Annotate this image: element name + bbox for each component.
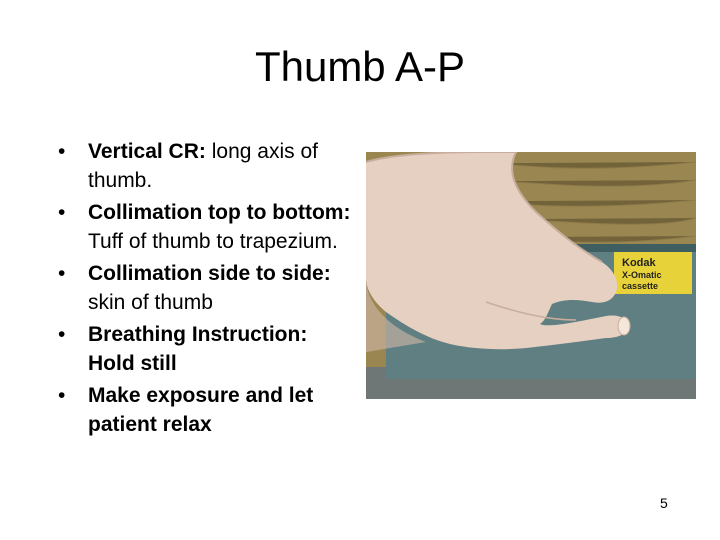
bullet-icon: • xyxy=(58,140,66,163)
bullet-bold-text: Collimation top to bottom: xyxy=(88,201,351,224)
bullet-text: Tuff of thumb to trapezium. xyxy=(88,230,338,253)
bullet-text: long axis of thumb. xyxy=(88,140,318,192)
bullet-icon: • xyxy=(58,201,66,224)
slide-title: Thumb A-P xyxy=(254,43,466,90)
page-number: 5 xyxy=(660,495,668,511)
bullet-bold-text: Make exposure and let patient relax xyxy=(88,384,314,436)
bullet-item xyxy=(56,320,356,378)
bullet-list xyxy=(56,137,356,442)
bullet-text: skin of thumb xyxy=(88,291,213,314)
bullet-bold-text: Breathing Instruction: Hold still xyxy=(88,323,308,375)
kodak-brand-text: Kodak xyxy=(622,257,656,269)
bullet-icon: • xyxy=(58,262,66,285)
bullet-icon: • xyxy=(58,323,66,346)
thumbnail xyxy=(618,317,630,335)
bullet-icon: • xyxy=(58,384,66,407)
bullet-bold-text: Vertical CR: xyxy=(88,140,206,163)
bullet-item xyxy=(56,381,356,439)
bullet-item xyxy=(56,259,356,317)
kodak-line2-text: cassette xyxy=(622,281,659,291)
kodak-line1-text: X-Omatic xyxy=(622,270,662,280)
bullet-bold-text: Collimation side to side: xyxy=(88,262,331,285)
photo-illustration xyxy=(366,152,696,399)
bullet-item xyxy=(56,137,356,195)
bullet-item xyxy=(56,198,356,256)
thumb-xray-positioning-photo xyxy=(366,152,696,399)
